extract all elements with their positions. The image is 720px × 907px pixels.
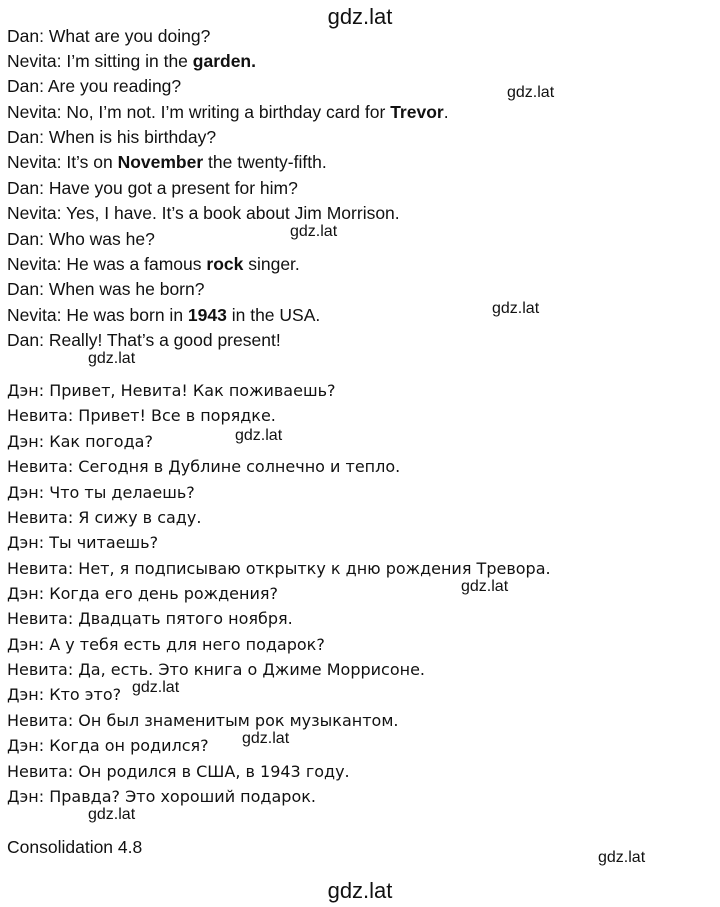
- line-text: Nevita: No, I’m not. I’m writing a birthday card for: [7, 102, 391, 122]
- dialogue-line-ru-15: Дэн: Когда он родился?: [7, 736, 209, 755]
- bold-word: rock: [206, 254, 244, 274]
- dialogue-line-ru-9: Дэн: Когда его день рождения?: [7, 584, 278, 603]
- dialogue-line-ru-6: Невита: Я сижу в саду.: [7, 508, 202, 527]
- dialogue-line-en-9: Dan: Who was he?: [7, 229, 155, 249]
- watermark-top: gdz.lat: [327, 4, 393, 29]
- line-text: Nevita: It’s on: [7, 152, 118, 172]
- dialogue-line-ru-8: Невита: Нет, я подписываю открытку к дню рождения Тревора.: [7, 559, 551, 578]
- line-text: Nevita: I’m sitting in the: [7, 51, 193, 71]
- dialogue-line-ru-3: Дэн: Как погода?: [7, 432, 153, 451]
- dialogue-line-ru-4: Невита: Сегодня в Дублине солнечно и тепло.: [7, 457, 401, 476]
- watermark: gdz.lat: [235, 427, 283, 444]
- watermark: gdz.lat: [492, 300, 540, 317]
- bold-word: 1943: [187, 305, 227, 325]
- line-text: singer.: [243, 254, 300, 274]
- dialogue-line-en-11: Dan: When was he born?: [7, 279, 205, 299]
- dialogue-line-ru-12: Невита: Да, есть. Это книга о Джиме Моррисоне.: [7, 660, 425, 679]
- dialogue-line-en-12: [7, 304, 320, 326]
- bold-word: November: [117, 152, 204, 172]
- dialogue-line-en-4: [7, 101, 449, 123]
- dialogue-line-en-6: [7, 151, 327, 173]
- dialogue-line-ru-5: Дэн: Что ты делаешь?: [7, 483, 195, 502]
- watermark: gdz.lat: [598, 849, 646, 866]
- dialogue-line-ru-2: Невита: Привет! Все в порядке.: [7, 406, 276, 425]
- dialogue-line-ru-16: Невита: Он родился в США, в 1943 году.: [7, 762, 350, 781]
- line-text: the twenty-fifth.: [203, 152, 327, 172]
- bold-word: Trevor: [390, 102, 444, 122]
- watermark: gdz.lat: [507, 84, 555, 101]
- dialogue-line-en-10: [7, 253, 300, 275]
- dialogue-line-ru-17: Дэн: Правда? Это хороший подарок.: [7, 787, 316, 806]
- dialogue-line-ru-13: Дэн: Кто это?: [7, 685, 122, 704]
- dialogue-line-en-2: [7, 50, 256, 72]
- dialogue-line-en-1: Dan: What are you doing?: [7, 26, 211, 46]
- dialogue-line-en-3: Dan: Are you reading?: [7, 76, 182, 96]
- dialogue-line-en-7: Dan: Have you got a present for him?: [7, 178, 298, 198]
- dialogue-line-en-13: Dan: Really! That’s a good present!: [7, 330, 281, 350]
- dialogue-line-ru-1: Дэн: Привет, Невита! Как поживаешь?: [7, 381, 336, 400]
- dialogue-line-ru-10: Невита: Двадцать пятого ноября.: [7, 609, 293, 628]
- watermark-bottom: gdz.lat: [327, 878, 393, 903]
- dialogue-line-ru-7: Дэн: Ты читаешь?: [7, 533, 159, 552]
- watermark: gdz.lat: [290, 223, 338, 240]
- dialogue-line-en-5: Dan: When is his birthday?: [7, 127, 217, 147]
- watermark: gdz.lat: [88, 350, 136, 367]
- bold-word: garden.: [192, 51, 256, 71]
- watermark: gdz.lat: [132, 679, 180, 696]
- dialogue-line-ru-14: Невита: Он был знаменитым рок музыкантом.: [7, 711, 399, 730]
- line-text: Nevita: He was a famous: [7, 254, 207, 274]
- dialogue-line-ru-11: Дэн: А у тебя есть для него подарок?: [7, 635, 325, 654]
- line-text: in the USA.: [226, 305, 321, 325]
- line-text: .: [443, 102, 449, 122]
- dialogue-line-en-8: Nevita: Yes, I have. It’s a book about Jim Morrison.: [7, 203, 400, 223]
- line-text: Nevita: He was born in: [7, 305, 188, 325]
- watermark: gdz.lat: [461, 578, 509, 595]
- watermark: gdz.lat: [242, 730, 290, 747]
- section-footer: Consolidation 4.8: [7, 837, 143, 857]
- watermark: gdz.lat: [88, 806, 136, 823]
